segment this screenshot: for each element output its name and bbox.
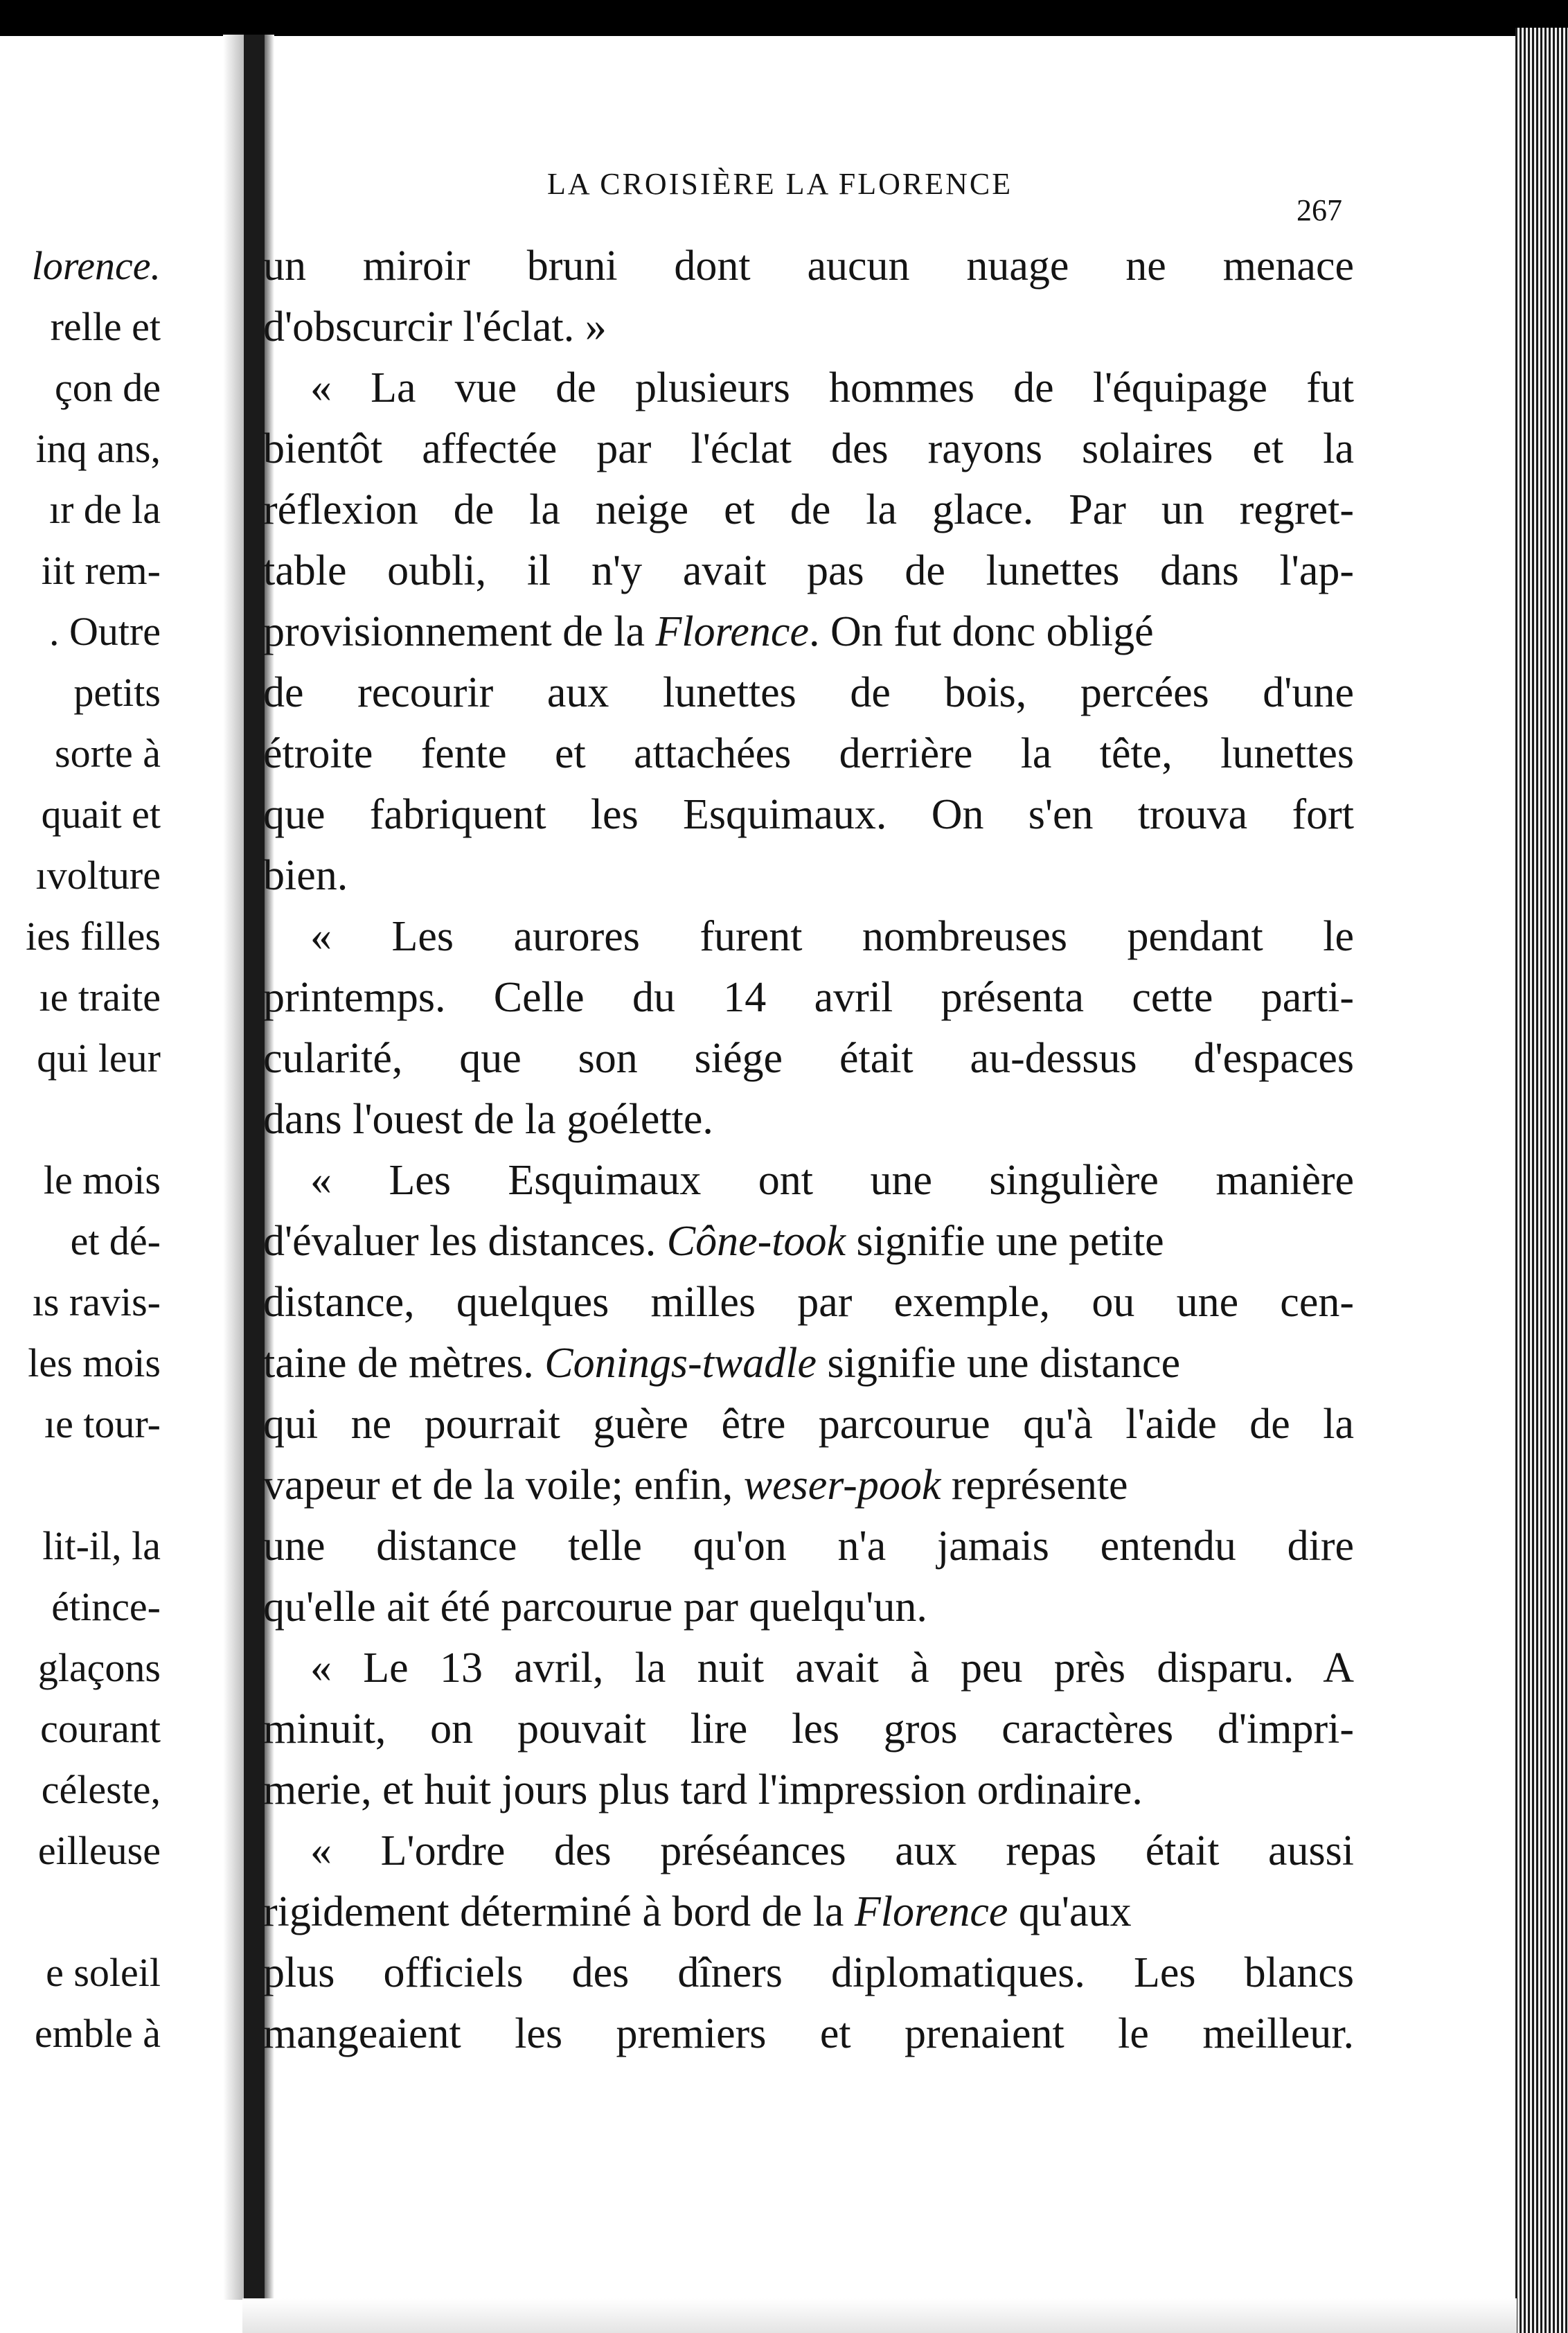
text-segment: signifie une petite	[856, 1218, 1164, 1265]
text-line: minuit, on pouvait lire les gros caractères d'impri-	[263, 1705, 1354, 1753]
text-line: de recourir aux lunettes de bois, percées d'une	[263, 669, 1354, 716]
left-fragment: relle et	[50, 304, 161, 349]
text-line: « Le 13 avril, la nuit avait à peu près disparu. A	[310, 1644, 1354, 1692]
text-segment: représente	[951, 1462, 1128, 1509]
page-bottom-edge	[242, 2298, 1517, 2333]
text-line	[263, 1455, 1354, 1516]
text-line: cularité, que son siége était au-dessus d'espaces	[263, 1035, 1354, 1082]
left-fragment: le mois	[43, 1157, 161, 1203]
text-segment: rigidement déterminé à bord de la	[263, 1888, 844, 1935]
left-fragment: céleste,	[41, 1767, 161, 1812]
left-fragment: et dé-	[70, 1218, 161, 1263]
esquimau-term: Cône-took	[666, 1218, 846, 1265]
left-blank-line	[0, 1455, 161, 1516]
text-line: distance, quelques milles par exemple, ou une cen-	[263, 1279, 1354, 1326]
text-line: d'obscurcir l'éclat. »	[263, 303, 607, 351]
left-fragment: étince-	[51, 1584, 161, 1629]
text-line: qu'elle ait été parcourue par quelqu'un.	[263, 1584, 927, 1631]
running-header: LA CROISIÈRE LA FLORENCE	[547, 167, 1013, 201]
text-line: bien.	[263, 852, 348, 899]
left-fragment: e soleil	[46, 1950, 161, 1995]
text-segment: vapeur et de la voile; enfin,	[263, 1462, 733, 1509]
left-fragment: emble à	[35, 2011, 161, 2056]
text-segment: qu'aux	[1018, 1888, 1132, 1935]
left-blank-line	[0, 1881, 161, 1942]
left-fragment: courant	[40, 1706, 161, 1751]
left-blank-line	[0, 1089, 161, 1150]
text-segment: d'évaluer les distances.	[263, 1218, 657, 1265]
left-fragment: . Outre	[48, 609, 161, 654]
scan-top-border	[0, 0, 1568, 36]
left-fragment: les mois	[28, 1340, 161, 1385]
text-line: table oubli, il n'y avait pas de lunettes dans l'ap-	[263, 547, 1354, 594]
text-line: bientôt affectée par l'éclat des rayons solaires et la	[263, 425, 1354, 472]
left-fragment: qui leur	[37, 1036, 161, 1081]
body-text	[263, 236, 1354, 2064]
left-fragment: ies filles	[26, 914, 161, 959]
page-number: 267	[1297, 193, 1342, 227]
text-line: merie, et huit jours plus tard l'impression ordinaire.	[263, 1766, 1143, 1813]
text-line	[263, 1211, 1354, 1272]
text-segment: taine de mètres.	[263, 1340, 534, 1387]
text-line: que fabriquent les Esquimaux. On s'en trouva fort	[263, 791, 1354, 838]
left-fragment: sorte à	[55, 731, 161, 776]
left-fragment: inq ans,	[35, 426, 161, 471]
text-line: « Les aurores furent nombreuses pendant le	[310, 913, 1354, 960]
text-line: une distance telle qu'on n'a jamais entendu dire	[263, 1523, 1354, 1570]
left-fragment: ıe traite	[39, 975, 161, 1020]
text-segment: signifie une distance	[827, 1340, 1181, 1387]
text-line: « Les Esquimaux ont une singulière manière	[310, 1157, 1354, 1204]
text-line: mangeaient les premiers et prenaient le meilleur.	[263, 2010, 1354, 2057]
text-line: un miroir bruni dont aucun nuage ne menace	[263, 242, 1354, 290]
ship-name: Florence	[854, 1888, 1008, 1935]
esquimau-term: Conings-twadle	[544, 1340, 817, 1387]
left-fragment: lorence.	[31, 243, 161, 288]
left-fragment: ıvolture	[35, 853, 161, 898]
left-fragment: lit-il, la	[42, 1523, 161, 1568]
gutter-shadow-left	[223, 35, 244, 2300]
left-fragment: glaçons	[37, 1645, 161, 1690]
book-spine	[244, 35, 265, 2300]
left-fragment: ır de la	[48, 487, 161, 532]
left-fragment: petits	[73, 670, 161, 715]
text-line: étroite fente et attachées derrière la tête, lunettes	[263, 730, 1354, 777]
left-page-fragments	[0, 236, 161, 2064]
left-fragment: ıe tour-	[44, 1401, 161, 1446]
left-fragment: quait et	[41, 792, 161, 837]
esquimau-term: weser-pook	[743, 1462, 941, 1509]
page-edges	[1515, 28, 1568, 2333]
text-line: printemps. Celle du 14 avril présenta cette parti-	[263, 974, 1354, 1021]
text-line: « L'ordre des préséances aux repas était aussi	[310, 1827, 1354, 1874]
ship-name: Florence	[655, 608, 809, 655]
text-segment: provisionnement de la	[263, 608, 645, 655]
text-line: plus officiels des dîners diplomatiques. Les blancs	[263, 1949, 1354, 1996]
left-fragment: ıs ravis-	[32, 1279, 161, 1324]
text-line	[263, 1333, 1354, 1394]
text-line: réflexion de la neige et de la glace. Par un regret-	[263, 486, 1354, 533]
text-line	[263, 601, 1354, 662]
text-segment: . On fut donc obligé	[808, 608, 1154, 655]
text-line: « La vue de plusieurs hommes de l'équipage fut	[310, 364, 1354, 411]
left-fragment: eilleuse	[37, 1828, 161, 1873]
text-line	[263, 1881, 1354, 1942]
text-line: dans l'ouest de la goélette.	[263, 1096, 713, 1143]
text-line: qui ne pourrait guère être parcourue qu'à l'aide de la	[263, 1401, 1354, 1448]
left-fragment: çon de	[55, 365, 161, 410]
left-fragment: iit rem-	[41, 548, 161, 593]
